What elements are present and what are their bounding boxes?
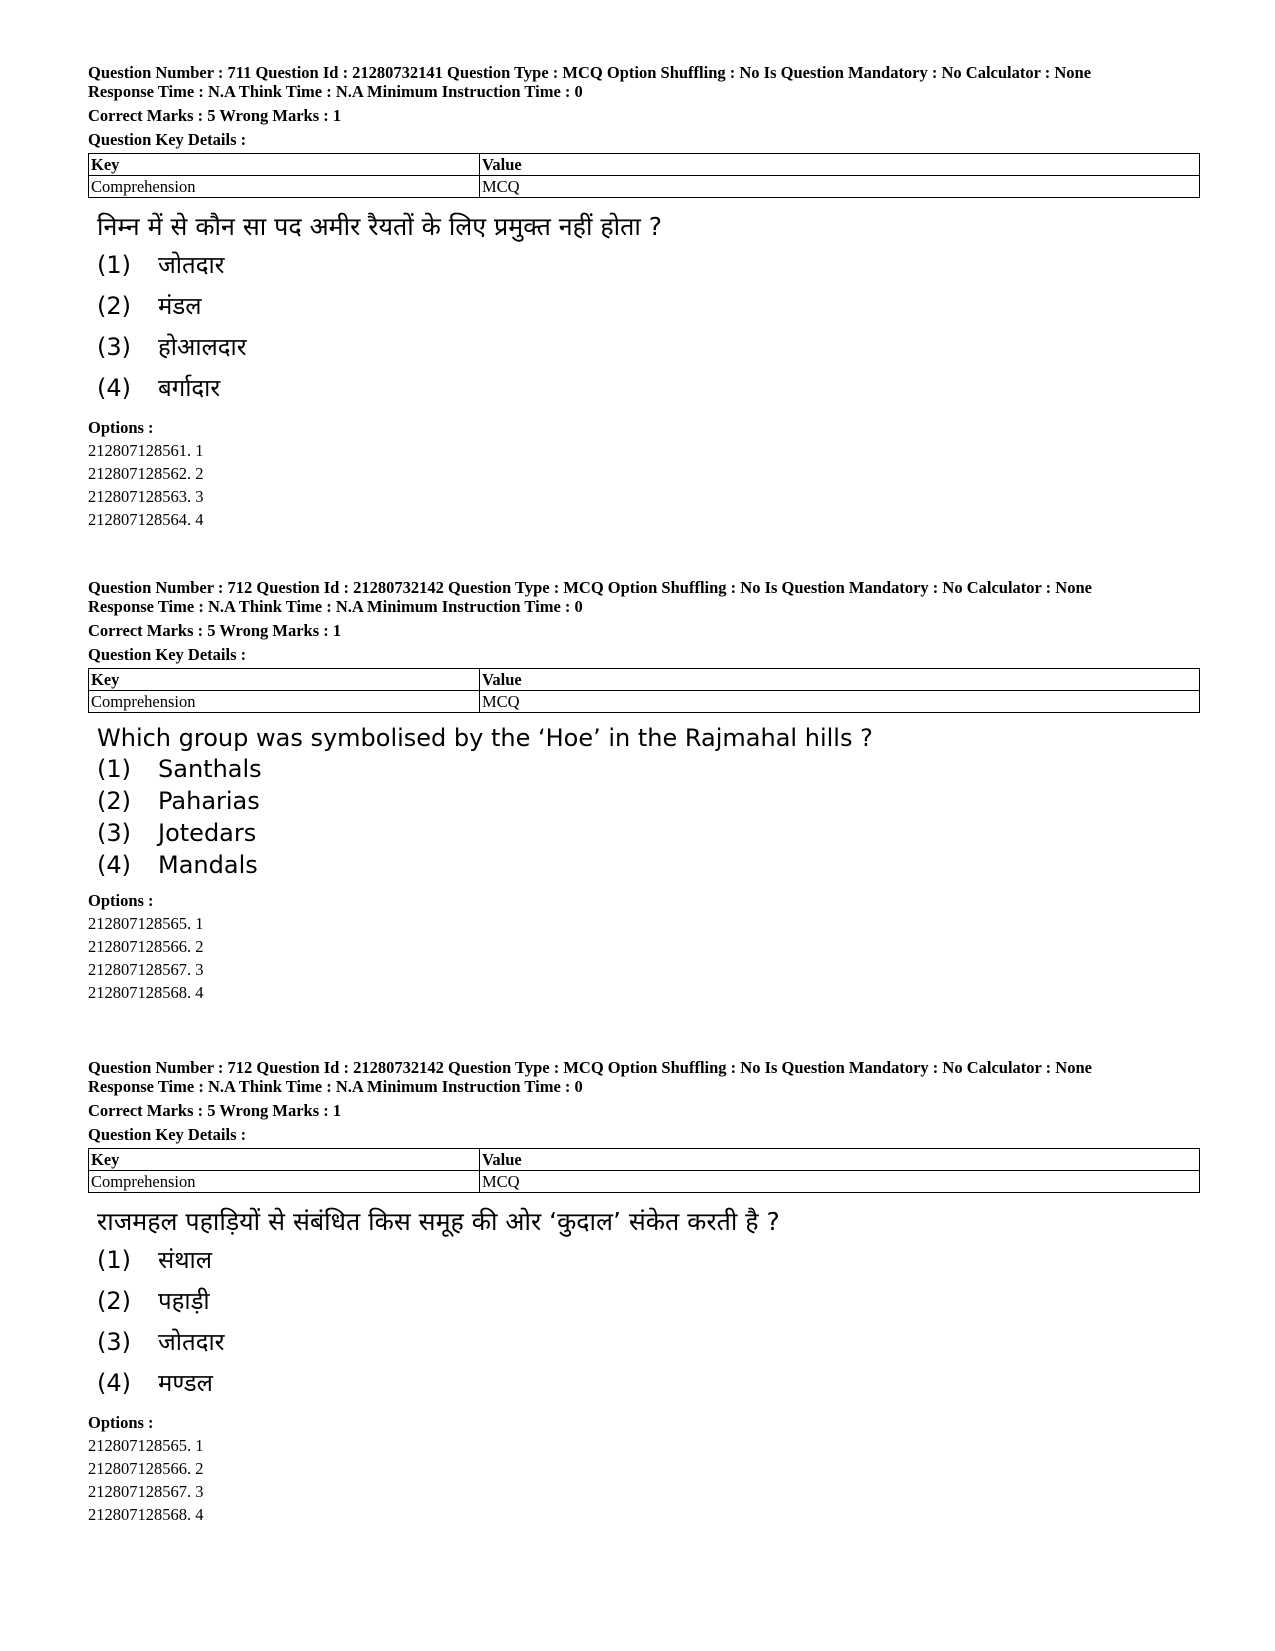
answer-choice: [97, 285, 1200, 326]
answer-choice: [97, 367, 1200, 408]
question-block: [88, 1058, 1200, 1524]
option-id-row: 212807128564. 4: [88, 510, 204, 529]
choice-text: Jotedars: [158, 819, 257, 847]
choice-text: बर्गादार: [158, 374, 221, 402]
choice-text: मंडल: [158, 292, 202, 320]
choice-number: (3): [97, 332, 131, 361]
option-id-row: 212807128562. 2: [88, 464, 204, 483]
choice-text: Santhals: [158, 755, 262, 783]
option-id-row: 212807128565. 1: [88, 1436, 204, 1455]
question-block: [88, 578, 1200, 1002]
answer-choices: [97, 1239, 1200, 1403]
answer-choice: [97, 1362, 1200, 1403]
option-id-row: 212807128567. 3: [88, 1482, 204, 1501]
answer-choice: [97, 785, 1200, 817]
key-details-table: [88, 668, 1200, 713]
choice-number: (1): [97, 250, 131, 279]
question-block: [88, 63, 1200, 529]
marks-line: Correct Marks : 5 Wrong Marks : 1: [88, 621, 342, 640]
marks-line: Correct Marks : 5 Wrong Marks : 1: [88, 106, 342, 125]
question-header-line1: Question Number : 712 Question Id : 21280732142 Question Type : MCQ Option Shuffling : No Is Question Mandatory : No Calculator : None: [88, 1058, 1092, 1077]
table-cell-key: Comprehension: [89, 176, 480, 198]
table-row: [89, 691, 1200, 713]
option-id-row: 212807128568. 4: [88, 983, 204, 1002]
option-id-row: 212807128566. 2: [88, 937, 204, 956]
option-id-row: 212807128567. 3: [88, 960, 204, 979]
options-label: Options :: [88, 418, 154, 437]
choice-text: Mandals: [158, 851, 258, 879]
option-id-row: 212807128568. 4: [88, 1505, 204, 1524]
answer-choice: [97, 244, 1200, 285]
choice-number: (1): [97, 755, 131, 783]
table-header-key: Key: [89, 669, 480, 691]
option-id-row: 212807128561. 1: [88, 441, 204, 460]
question-stem: Which group was symbolised by the ‘Hoe’ in the Rajmahal hills ?: [97, 724, 873, 752]
option-id-row: 212807128565. 1: [88, 914, 204, 933]
table-cell-key: Comprehension: [89, 691, 480, 713]
table-header-value: Value: [480, 1149, 1200, 1171]
question-header-line2: Response Time : N.A Think Time : N.A Minimum Instruction Time : 0: [88, 597, 583, 616]
key-details-label: Question Key Details :: [88, 1125, 247, 1144]
answer-choices: [97, 244, 1200, 408]
answer-choice: [97, 1280, 1200, 1321]
choice-text: संथाल: [158, 1246, 213, 1274]
table-header-value: Value: [480, 669, 1200, 691]
choice-number: (2): [97, 291, 131, 320]
answer-choice: [97, 817, 1200, 849]
question-header-line2: Response Time : N.A Think Time : N.A Minimum Instruction Time : 0: [88, 82, 583, 101]
table-header-row: [89, 1149, 1200, 1171]
key-details-table: [88, 1148, 1200, 1193]
key-details-label: Question Key Details :: [88, 645, 247, 664]
key-details-table: [88, 153, 1200, 198]
table-header-row: [89, 669, 1200, 691]
table-row: [89, 176, 1200, 198]
option-id-row: 212807128563. 3: [88, 487, 204, 506]
choice-number: (3): [97, 1327, 131, 1356]
question-stem: निम्न में से कौन सा पद अमीर रैयतों के लिए प्रमुक्त नहीं होता ?: [97, 212, 663, 241]
choice-text: जोतदार: [158, 1328, 225, 1356]
choice-number: (2): [97, 787, 131, 815]
question-header-line1: Question Number : 712 Question Id : 21280732142 Question Type : MCQ Option Shuffling : No Is Question Mandatory : No Calculator : None: [88, 578, 1092, 597]
table-row: [89, 1171, 1200, 1193]
marks-line: Correct Marks : 5 Wrong Marks : 1: [88, 1101, 342, 1120]
choice-text: पहाड़ी: [158, 1287, 210, 1315]
answer-choice: [97, 849, 1200, 881]
table-cell-value: MCQ: [480, 691, 1200, 713]
choice-number: (1): [97, 1245, 131, 1274]
choice-text: होआलदार: [158, 333, 247, 361]
question-header-line2: Response Time : N.A Think Time : N.A Minimum Instruction Time : 0: [88, 1077, 583, 1096]
answer-choice: [97, 326, 1200, 367]
choice-number: (3): [97, 819, 131, 847]
choice-text: जोतदार: [158, 251, 225, 279]
choice-text: Paharias: [158, 787, 260, 815]
table-cell-key: Comprehension: [89, 1171, 480, 1193]
question-header-line1: Question Number : 711 Question Id : 21280732141 Question Type : MCQ Option Shuffling : No Is Question Mandatory : No Calculator : None: [88, 63, 1092, 82]
table-header-key: Key: [89, 154, 480, 176]
table-header-row: [89, 154, 1200, 176]
options-label: Options :: [88, 891, 154, 910]
table-cell-value: MCQ: [480, 1171, 1200, 1193]
table-header-value: Value: [480, 154, 1200, 176]
answer-choice: [97, 1239, 1200, 1280]
choice-number: (4): [97, 851, 131, 879]
answer-choices: [97, 753, 1200, 881]
option-id-row: 212807128566. 2: [88, 1459, 204, 1478]
choice-number: (4): [97, 373, 131, 402]
answer-choice: [97, 1321, 1200, 1362]
table-header-key: Key: [89, 1149, 480, 1171]
answer-choice: [97, 753, 1200, 785]
choice-number: (2): [97, 1286, 131, 1315]
choice-text: मण्डल: [158, 1369, 213, 1397]
options-label: Options :: [88, 1413, 154, 1432]
key-details-label: Question Key Details :: [88, 130, 247, 149]
table-cell-value: MCQ: [480, 176, 1200, 198]
choice-number: (4): [97, 1368, 131, 1397]
question-stem: राजमहल पहाड़ियों से संबंधित किस समूह की ओर ‘कुदाल’ संकेत करती है ?: [97, 1207, 780, 1236]
